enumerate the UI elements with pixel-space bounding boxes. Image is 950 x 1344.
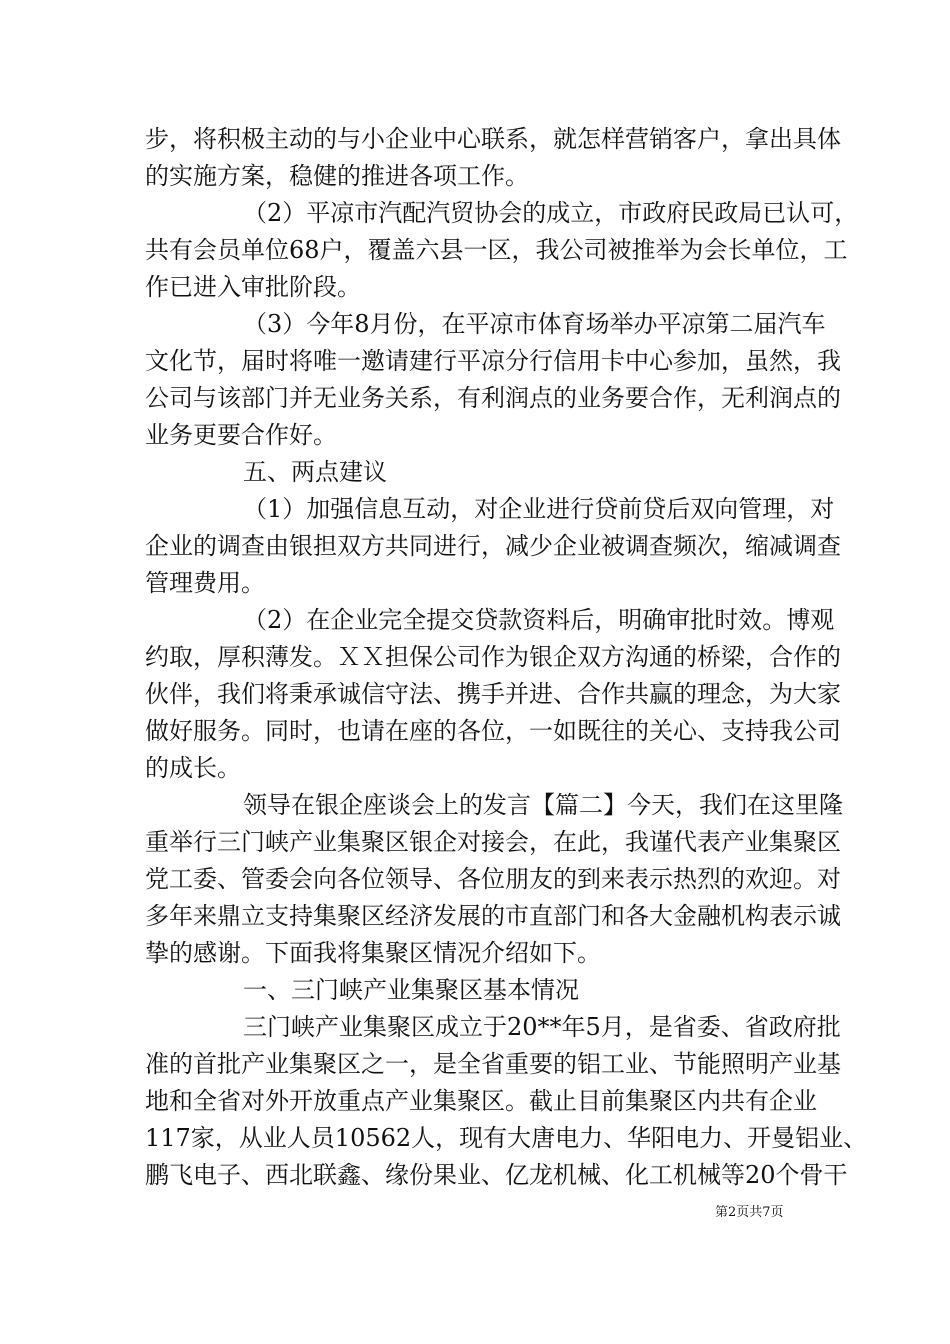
- text-line: 的成长。: [145, 754, 241, 782]
- text-line: 业务更要合作好。: [145, 421, 337, 449]
- text-line: 领导在银企座谈会上的发言【篇二】今天，我们在这里隆: [243, 791, 843, 819]
- text-line: 管理费用。: [145, 569, 265, 597]
- text-line: 党工委、管委会向各位领导、各位朋友的到来表示热烈的欢迎。对: [145, 865, 841, 893]
- text-line: 步，将积极主动的与小企业中心联系，就怎样营销客户，拿出具体: [145, 125, 841, 153]
- text-line: 做好服务。同时，也请在座的各位，一如既往的关心、支持我公司: [145, 717, 841, 745]
- text-line: （2）在企业完全提交贷款资料后，明确审批时效。博观: [243, 606, 835, 634]
- text-line: 三门峡产业集聚区成立于20**年5月，是省委、省政府批: [243, 1013, 841, 1041]
- text-line: （3）今年8月份，在平凉市体育场举办平凉第二届汽车: [243, 310, 826, 338]
- text-line: 准的首批产业集聚区之一，是全省重要的铝工业、节能照明产业基: [145, 1050, 841, 1078]
- text-line: 挚的感谢。下面我将集聚区情况介绍如下。: [145, 939, 601, 967]
- text-line: 鹏飞电子、西北联鑫、缘份果业、亿龙机械、化工机械等20个骨干: [145, 1161, 848, 1189]
- page-number-footer: 第2页共7页: [715, 1205, 784, 1220]
- text-line: 重举行三门峡产业集聚区银企对接会，在此，我谨代表产业集聚区: [145, 828, 841, 856]
- text-line: 多年来鼎立支持集聚区经济发展的市直部门和各大金融机构表示诚: [145, 902, 841, 930]
- text-line: 的实施方案，稳健的推进各项工作。: [145, 162, 529, 190]
- text-line: （1）加强信息互动，对企业进行贷前贷后双向管理，对: [243, 495, 835, 523]
- section-heading: 一、三门峡产业集聚区基本情况: [243, 976, 579, 1004]
- text-line: 公司与该部门并无业务关系，有利润点的业务要合作，无利润点的: [145, 384, 841, 412]
- text-line: 伙伴，我们将秉承诚信守法、携手并进、合作共赢的理念，为大家: [145, 680, 841, 708]
- text-line: 企业的调查由银担双方共同进行，减少企业被调查频次，缩减调查: [145, 532, 841, 560]
- text-line: 地和全省对外开放重点产业集聚区。截止目前集聚区内共有企业: [145, 1087, 817, 1115]
- text-line: 117家，从业人员10562人，现有大唐电力、华阳电力、开曼铝业、: [145, 1124, 868, 1152]
- text-line: 作已进入审批阶段。: [145, 273, 361, 301]
- text-line: 文化节，届时将唯一邀请建行平凉分行信用卡中心参加，虽然，我: [145, 347, 841, 375]
- text-line: 约取，厚积薄发。ＸＸ担保公司作为银企双方沟通的桥梁，合作的: [145, 643, 841, 671]
- text-line: 共有会员单位68户，覆盖六县一区，我公司被推举为会长单位，工: [145, 236, 848, 264]
- text-line: （2）平凉市汽配汽贸协会的成立，市政府民政局已认可，: [243, 199, 859, 227]
- section-heading: 五、两点建议: [243, 458, 387, 486]
